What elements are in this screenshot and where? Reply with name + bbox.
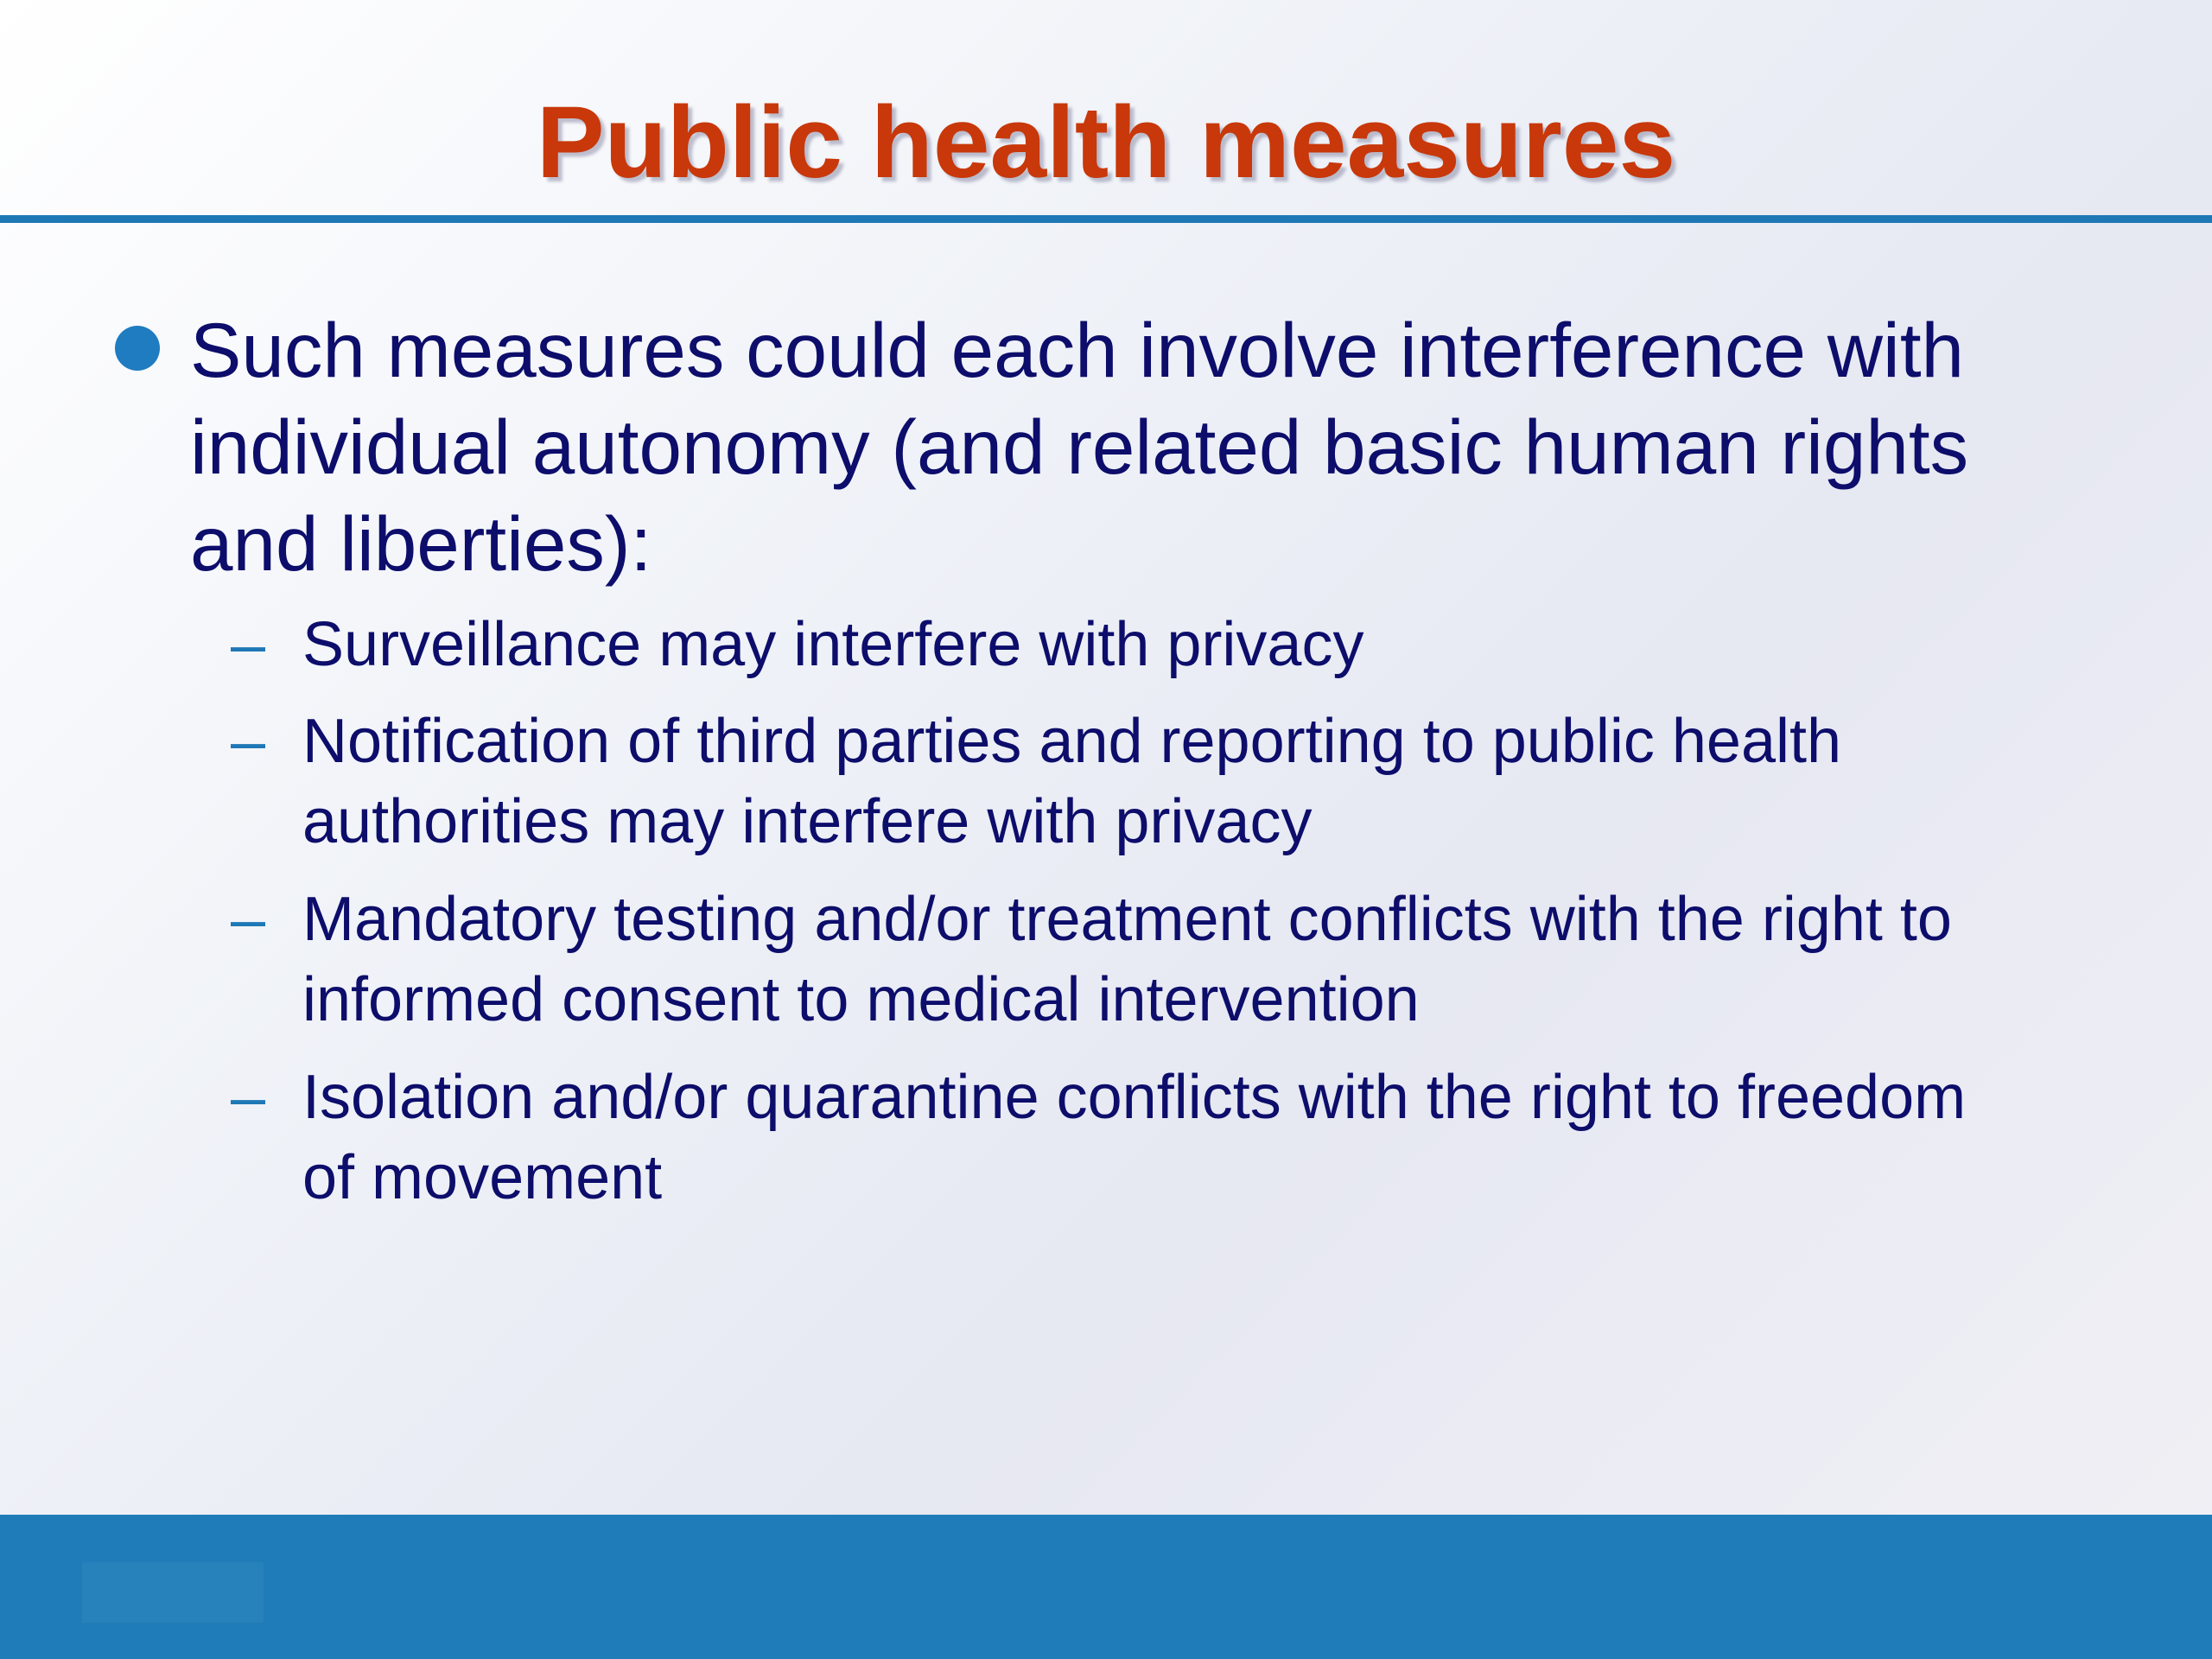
footer-band xyxy=(0,1515,2212,1659)
sub-bullet-line: Surveillance may interfere with privacy xyxy=(302,610,1364,679)
dash-marker-icon: – xyxy=(231,885,266,954)
dash-marker-icon: – xyxy=(231,610,266,679)
sub-bullet-text xyxy=(302,880,2186,1040)
sub-bullet-text xyxy=(302,1058,2186,1218)
sub-bullet-line: authorities may interfere with privacy xyxy=(302,787,1313,856)
main-bullet-text xyxy=(190,302,2160,592)
dash-marker-icon: – xyxy=(231,1063,266,1132)
sub-bullet-line: Isolation and/or quarantine conflicts with the right to freedom xyxy=(302,1063,1967,1132)
footer-watermark xyxy=(82,1562,264,1623)
main-bullet-line: individual autonomy (and related basic human rights xyxy=(190,404,1969,490)
sub-bullet-line: Notification of third parties and reporting to public health xyxy=(302,707,1842,776)
sub-bullet-line: Mandatory testing and/or treatment conflicts with the right to xyxy=(302,885,1952,954)
bullet-dot-icon xyxy=(115,326,160,371)
sub-bullet-text xyxy=(302,605,2186,685)
title-divider xyxy=(0,215,2212,223)
sub-bullet-line: of movement xyxy=(302,1143,663,1212)
slide-title: Public health measures xyxy=(536,86,1676,200)
main-bullet-line: Such measures could each involve interference with xyxy=(190,307,1965,393)
sub-bullet-text xyxy=(302,702,2186,862)
dash-marker-icon: – xyxy=(231,707,266,776)
sub-bullet-line: informed consent to medical intervention xyxy=(302,965,1420,1034)
main-bullet-line: and liberties): xyxy=(190,500,652,587)
